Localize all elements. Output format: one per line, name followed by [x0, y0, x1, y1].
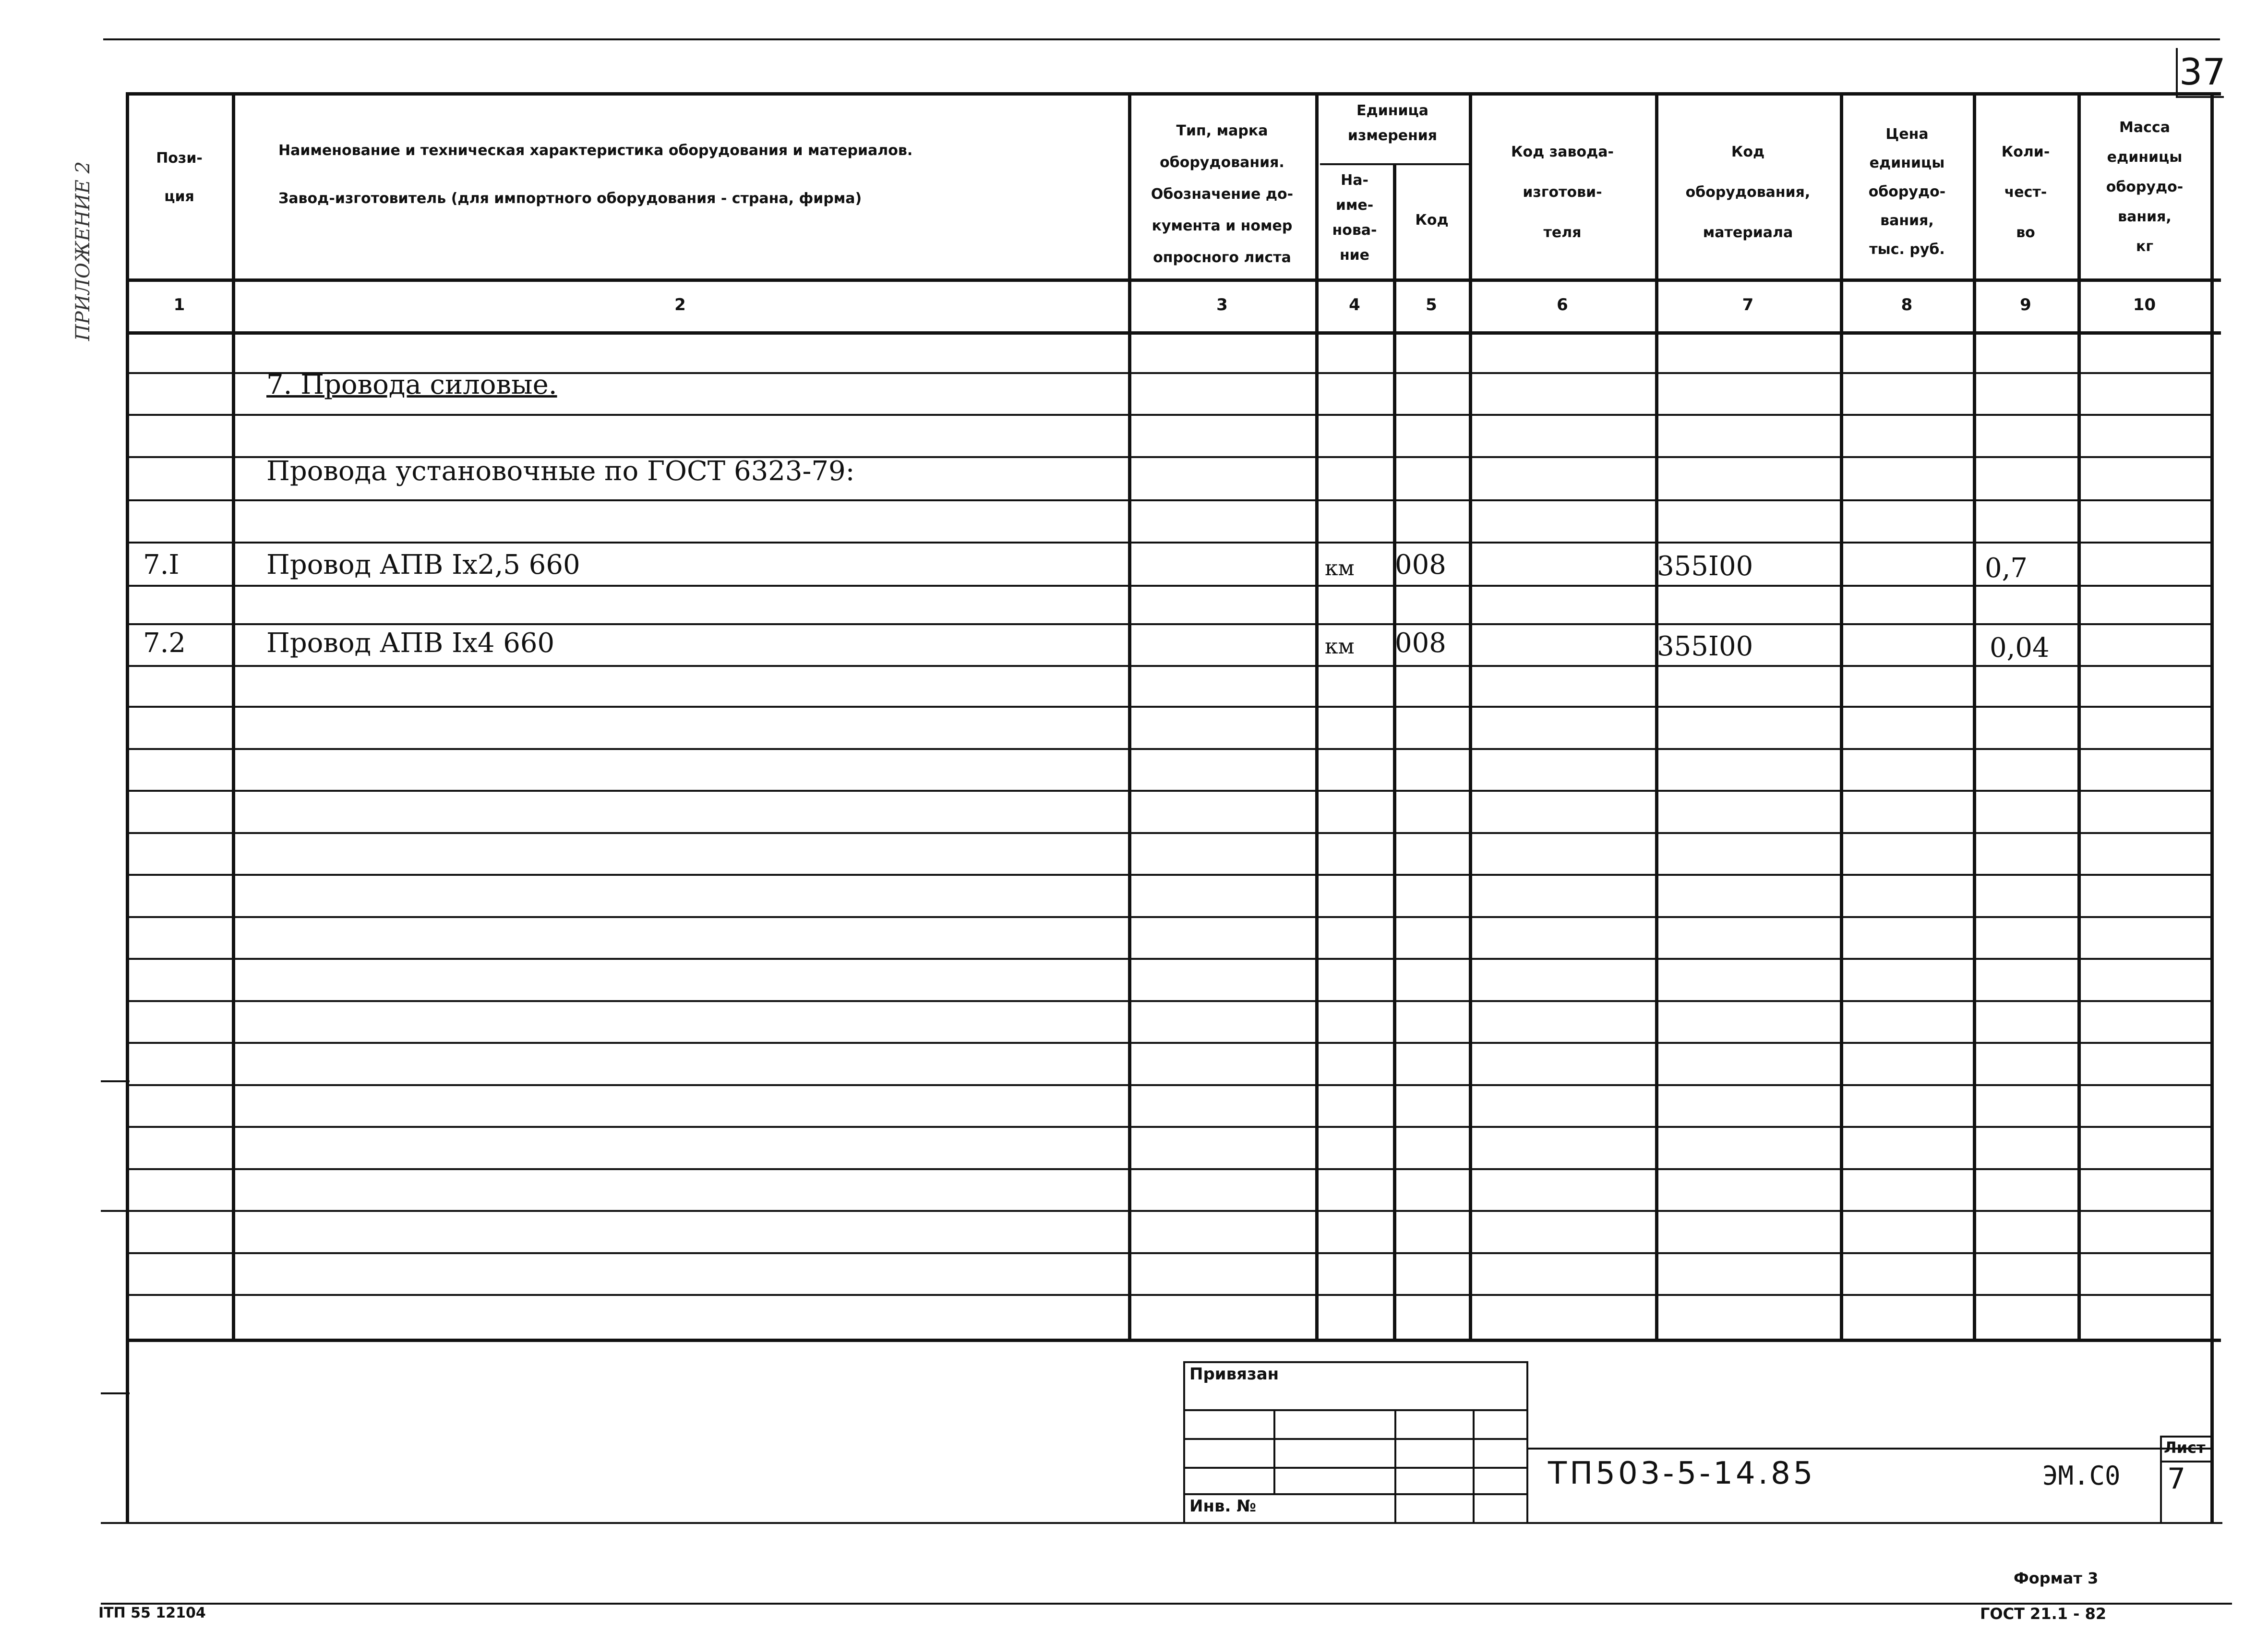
col-line-6 [1655, 92, 1658, 1341]
document-code: ТП503-5-14.85 [1548, 1456, 1816, 1491]
section-title: 7. Провода силовые. [266, 369, 557, 400]
top-border-line [103, 38, 2220, 40]
row-unit-code: 008 [1395, 549, 1446, 580]
col-line-8 [1973, 92, 1976, 1341]
stamp-inv-no-label: Инв. № [1189, 1497, 1257, 1516]
list-label: Лист [2164, 1438, 2206, 1457]
margin-annotation: ПРИЛОЖЕНИЕ 2 [72, 161, 94, 341]
row-separator-line [126, 1294, 2211, 1296]
col-number-10: 10 [2133, 295, 2156, 314]
row-separator-line [126, 542, 2211, 544]
stamp-vline [1394, 1409, 1396, 1522]
row-separator-line [126, 1168, 2211, 1170]
col-line-4 [1393, 163, 1396, 1341]
col-number-3: 3 [1216, 295, 1228, 314]
col-number-2: 2 [674, 295, 686, 314]
stamp-line [1183, 1409, 1526, 1411]
stamp-line [1183, 1493, 1526, 1495]
col-line-1 [232, 92, 235, 1341]
stamp-vline [1473, 1409, 1475, 1522]
row-separator-line [126, 832, 2211, 834]
stamp-line [1183, 1361, 1526, 1363]
stamp-line [1183, 1467, 1526, 1469]
header-name-line1: Наименование и техническая характеристика оборудования и материалов. [278, 142, 913, 159]
stamp-vline [1273, 1409, 1275, 1493]
row-separator-line [126, 706, 2211, 708]
col-number-7: 7 [1742, 295, 1754, 314]
margin-tick [101, 1210, 130, 1212]
row-separator-line [126, 958, 2211, 960]
list-box-left [2160, 1436, 2162, 1522]
row-position: 7.I [143, 549, 180, 580]
header-quantity: Коли- чест- во [2001, 144, 2050, 241]
row-separator-line [126, 1042, 2211, 1044]
table-bottom-line [126, 1339, 2221, 1342]
col-line-9 [2077, 92, 2081, 1341]
corner-box-bottom [2176, 96, 2224, 98]
header-unit-code: Код [1415, 212, 1449, 229]
header-unit-group: Единица измерения [1347, 102, 1438, 144]
row-separator-line [126, 1210, 2211, 1212]
col-line-7 [1840, 92, 1843, 1341]
stamp-vline [1183, 1361, 1185, 1522]
margin-tick [101, 1080, 130, 1082]
gost-label: ГОСТ 21.1 - 82 [1980, 1605, 2107, 1623]
row-material-code: 355I00 [1657, 631, 1753, 662]
header-unit-mass: Масса единицы оборудо- вания, кг [2106, 119, 2184, 255]
header-plant-code: Код завода- изготови- теля [1511, 144, 1614, 241]
row-separator-line [126, 665, 2211, 667]
row-unit-code: 008 [1395, 628, 1446, 659]
header-divider-line [126, 278, 2221, 282]
col-number-8: 8 [1901, 295, 1913, 314]
row-material-code: 355I00 [1657, 551, 1753, 582]
col-number-9: 9 [2020, 295, 2031, 314]
row-separator-line [126, 623, 2211, 625]
header-unit-name: На- име- нова- ние [1332, 172, 1377, 264]
row-separator-line [126, 1252, 2211, 1254]
col-line-3 [1315, 92, 1319, 1341]
doc-code-top-line [1526, 1448, 2210, 1450]
header-material-code: Код оборудования, материала [1685, 144, 1811, 241]
col-line-5 [1469, 92, 1472, 1341]
document-mark: ЭМ.С0 [2042, 1461, 2121, 1491]
row-separator-line [126, 1000, 2211, 1002]
row-separator-line [126, 748, 2211, 750]
row-separator-line [126, 790, 2211, 792]
margin-tick [101, 1392, 130, 1394]
col-line-10 [2210, 92, 2214, 1522]
stamp-vline [1526, 1361, 1528, 1522]
header-type-brand: Тип, марка оборудования. Обозначение до- кумента и номер опросного листа [1151, 122, 1294, 266]
row-separator-line [126, 499, 2211, 501]
stamp-line [1183, 1438, 1526, 1440]
header-name-line2: Завод-изготовитель (для импортного оборудования - страна, фирма) [278, 190, 862, 207]
row-name: Провод АПВ Iх4 660 [266, 628, 555, 659]
left-footer-code: ITП 55 12104 [98, 1605, 206, 1621]
row-unit: км [1325, 634, 1355, 659]
row-position: 7.2 [143, 628, 186, 659]
section-subtitle: Провода установочные по ГОСТ 6323-79: [266, 456, 855, 487]
footer-rule [101, 1603, 2232, 1605]
col-number-6: 6 [1557, 295, 1568, 314]
col-number-5: 5 [1426, 295, 1437, 314]
col-number-1: 1 [173, 295, 185, 314]
row-separator-line [126, 585, 2211, 587]
stamp-privyazan-label: Привязан [1189, 1365, 1279, 1384]
row-separator-line [126, 916, 2211, 918]
col-number-4: 4 [1349, 295, 1360, 314]
page-corner-number: 37 [2179, 50, 2226, 93]
table-top-line [126, 92, 2221, 96]
row-quantity: 0,7 [1985, 553, 2028, 584]
row-name: Провод АПВ Iх2,5 660 [266, 549, 580, 580]
col-line-2 [1128, 92, 1131, 1341]
list-box-top [2160, 1436, 2210, 1438]
row-separator-line [126, 1084, 2211, 1086]
list-number: 7 [2167, 1462, 2186, 1496]
row-separator-line [126, 874, 2211, 876]
row-quantity: 0,04 [1990, 632, 2050, 664]
header-position: Пози- ция [156, 150, 203, 205]
numbers-divider-line [126, 331, 2221, 335]
corner-box-left [2176, 48, 2178, 96]
format-label: Формат 3 [2014, 1569, 2099, 1587]
row-separator-line [126, 414, 2211, 416]
row-separator-line [126, 1126, 2211, 1128]
bottom-border-line [101, 1522, 2222, 1524]
row-unit: км [1325, 556, 1355, 580]
header-unit-price: Цена единицы оборудо- вания, тыс. руб. [1868, 126, 1946, 258]
